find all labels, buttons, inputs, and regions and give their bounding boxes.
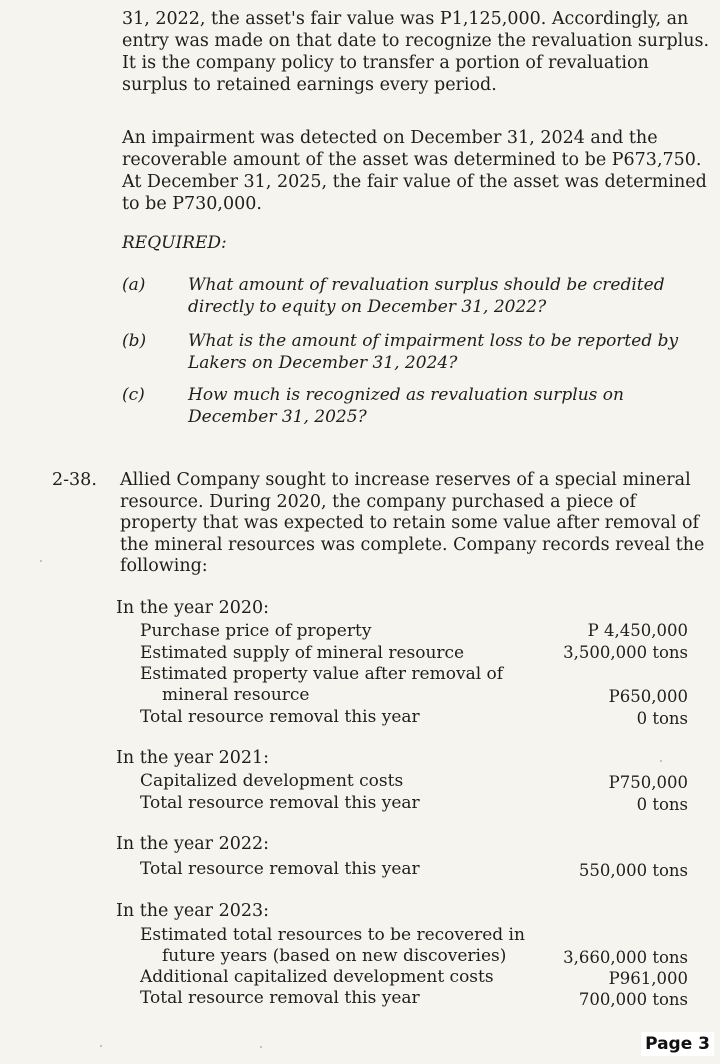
problem-text (120, 470, 704, 578)
removal-2022-label: Total resource removal this year (140, 859, 420, 879)
text-line: surplus to retained earnings every period. (122, 75, 497, 95)
text-line: Lakers on December 31, 2024? (188, 353, 458, 373)
estimated-supply-value: 3,500,000 tons (563, 643, 688, 662)
text-line: resource. During 2020, the company purchased a piece of (120, 491, 636, 512)
paragraph-revaluation (122, 8, 709, 96)
text-line: Allied Company sought to increase reserves of a special mineral (120, 470, 691, 490)
question-text (188, 384, 624, 428)
paper-speck (100, 1045, 102, 1047)
property-value-value: P650,000 (608, 687, 688, 706)
question-label: (c) (122, 385, 145, 405)
development-costs-label: Capitalized development costs (140, 771, 404, 791)
removal-2023-label: Total resource removal this year (140, 988, 420, 1008)
property-value-label-cont: mineral resource (162, 685, 310, 705)
text-line: It is the company policy to transfer a portion of revaluation (122, 53, 649, 73)
removal-2021-value: 0 tons (636, 795, 688, 814)
question-text (188, 330, 678, 374)
property-value-label: Estimated property value after removal of (140, 664, 504, 684)
paper-speck (260, 1046, 262, 1048)
development-costs-value: P750,000 (608, 773, 688, 792)
estimated-resources-value: 3,660,000 tons (563, 948, 688, 967)
question-text (188, 274, 665, 318)
text-line: property that was expected to retain some value after removal of (120, 513, 699, 533)
question-label: (a) (122, 275, 146, 295)
paper-speck (40, 560, 42, 562)
estimated-supply-label: Estimated supply of mineral resource (140, 643, 465, 663)
required-heading: REQUIRED: (122, 233, 227, 253)
estimated-resources-label: Estimated total resources to be recovered in (140, 925, 525, 945)
removal-2020-label: Total resource removal this year (140, 707, 420, 727)
year-2020-heading: In the year 2020: (116, 598, 270, 618)
text-line: 31, 2022, the asset's fair value was P1,125,000. Accordingly, an (122, 9, 689, 29)
additional-development-label: Additional capitalized development costs (140, 967, 494, 987)
text-line: entry was made on that date to recognize the revaluation surplus. (122, 31, 710, 51)
removal-2021-label: Total resource removal this year (140, 793, 420, 813)
page-number: Page 3 (641, 1032, 714, 1056)
paragraph-impairment (122, 127, 707, 215)
removal-2023-value: 700,000 tons (578, 990, 688, 1009)
removal-2020-value: 0 tons (636, 709, 688, 728)
paper-speck (660, 760, 662, 762)
text-line: At December 31, 2025, the fair value of the asset was determined (122, 172, 707, 192)
text-line: following: (120, 556, 208, 576)
problem-number: 2-38. (52, 470, 97, 490)
estimated-resources-label-cont: future years (based on new discoveries) (162, 946, 507, 966)
year-2021-heading: In the year 2021: (116, 748, 270, 768)
text-line: An impairment was detected on December 31, 2024 and the (122, 128, 658, 148)
purchase-price-value: P 4,450,000 (587, 621, 688, 640)
text-line: the mineral resources was complete. Company records reveal the (120, 534, 705, 555)
text-line: recoverable amount of the asset was determined to be P673,750. (122, 150, 702, 170)
text-line: to be P730,000. (122, 194, 262, 214)
text-line: directly to equity on December 31, 2022? (188, 297, 547, 317)
text-line: What is the amount of impairment loss to be reported by (188, 331, 679, 351)
additional-development-value: P961,000 (608, 969, 688, 988)
text-line: December 31, 2025? (188, 407, 367, 427)
year-2023-heading: In the year 2023: (116, 901, 270, 921)
text-line: How much is recognized as revaluation surplus on (188, 385, 624, 405)
removal-2022-value: 550,000 tons (578, 861, 688, 880)
text-line: What amount of revaluation surplus should be credited (188, 275, 665, 295)
question-label: (b) (122, 331, 147, 351)
purchase-price-label: Purchase price of property (140, 621, 372, 641)
year-2022-heading: In the year 2022: (116, 834, 270, 854)
